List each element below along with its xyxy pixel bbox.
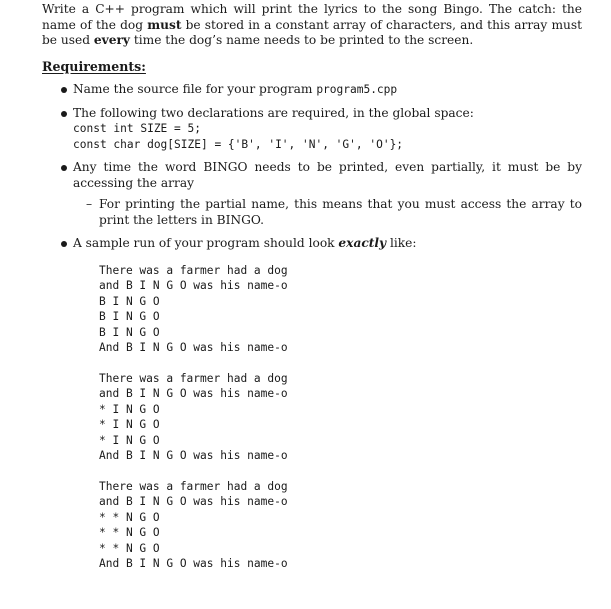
output-line: and B I N G O was his name-o xyxy=(99,387,288,400)
sample-stanza-3 xyxy=(99,479,582,572)
code-line-size: const int SIZE = 5; xyxy=(73,122,201,135)
sample-stanza-2 xyxy=(99,371,582,464)
sub-requirement-text: For printing the partial name, this means that you must access the array to print the letters in BINGO. xyxy=(99,197,582,227)
requirement-text-end: like: xyxy=(386,236,417,250)
sub-requirement-item xyxy=(73,197,582,228)
output-line: B I N G O xyxy=(99,325,160,339)
sample-run-output xyxy=(99,263,582,572)
output-line: * * N G O xyxy=(99,526,160,539)
requirement-text: Any time the word BINGO needs to be printed, even partially, it must be by accessing the array xyxy=(73,160,582,190)
requirement-text: The following two declarations are required, in the global space: xyxy=(73,105,474,120)
output-line: * * N G O xyxy=(99,541,160,555)
intro-emphasis-must: must xyxy=(147,17,182,32)
output-line: And B I N G O was his name-o xyxy=(99,341,288,354)
output-line: There was a farmer had a dog xyxy=(99,263,288,277)
bullet-icon xyxy=(61,241,67,247)
code-line-dog-array: const char dog[SIZE] = {'B', 'I', 'N', 'G', 'O'}; xyxy=(73,137,404,151)
requirements-heading: Requirements: xyxy=(42,58,146,74)
requirement-text: Name the source file for your program xyxy=(73,82,317,96)
requirement-item-array-access xyxy=(42,160,582,228)
intro-text-2: be stored in a constant array of characters, and this array must be used xyxy=(42,17,582,47)
output-line: And B I N G O was his name-o xyxy=(99,449,288,462)
requirement-item-filename xyxy=(42,82,582,98)
output-line: B I N G O xyxy=(99,310,160,323)
output-line: * I N G O xyxy=(99,402,160,416)
requirements-list xyxy=(42,82,582,572)
intro-emphasis-every: every xyxy=(93,33,130,47)
requirement-item-declarations xyxy=(42,106,582,153)
output-line: There was a farmer had a dog xyxy=(99,479,288,493)
requirement-item-sample-run xyxy=(42,236,582,572)
bullet-icon xyxy=(61,165,67,171)
output-line: and B I N G O was his name-o xyxy=(99,495,288,508)
dash-icon: – xyxy=(86,197,93,211)
emphasis-exactly: exactly xyxy=(338,236,387,250)
bullet-icon xyxy=(61,87,67,93)
intro-text-1: Write a C++ program which will print the lyrics to the song Bingo. The catch: the name of the dog xyxy=(42,2,582,32)
source-filename: program5.cpp xyxy=(316,83,398,96)
output-line: * I N G O xyxy=(99,418,160,431)
assignment-document xyxy=(42,2,582,587)
output-line: * * N G O xyxy=(99,510,160,524)
sub-requirements-list xyxy=(73,197,582,228)
output-line: B I N G O xyxy=(99,294,160,308)
output-line: There was a farmer had a dog xyxy=(99,371,288,385)
output-line: * I N G O xyxy=(99,433,160,447)
output-line: and B I N G O was his name-o xyxy=(99,279,288,292)
sample-stanza-1 xyxy=(99,263,582,356)
output-line: And B I N G O was his name-o xyxy=(99,557,288,570)
intro-text-3: time the dog’s name needs to be printed to the screen. xyxy=(129,33,474,47)
requirement-text: A sample run of your program should look xyxy=(73,236,339,250)
intro-paragraph xyxy=(42,2,582,49)
bullet-icon xyxy=(61,111,67,117)
